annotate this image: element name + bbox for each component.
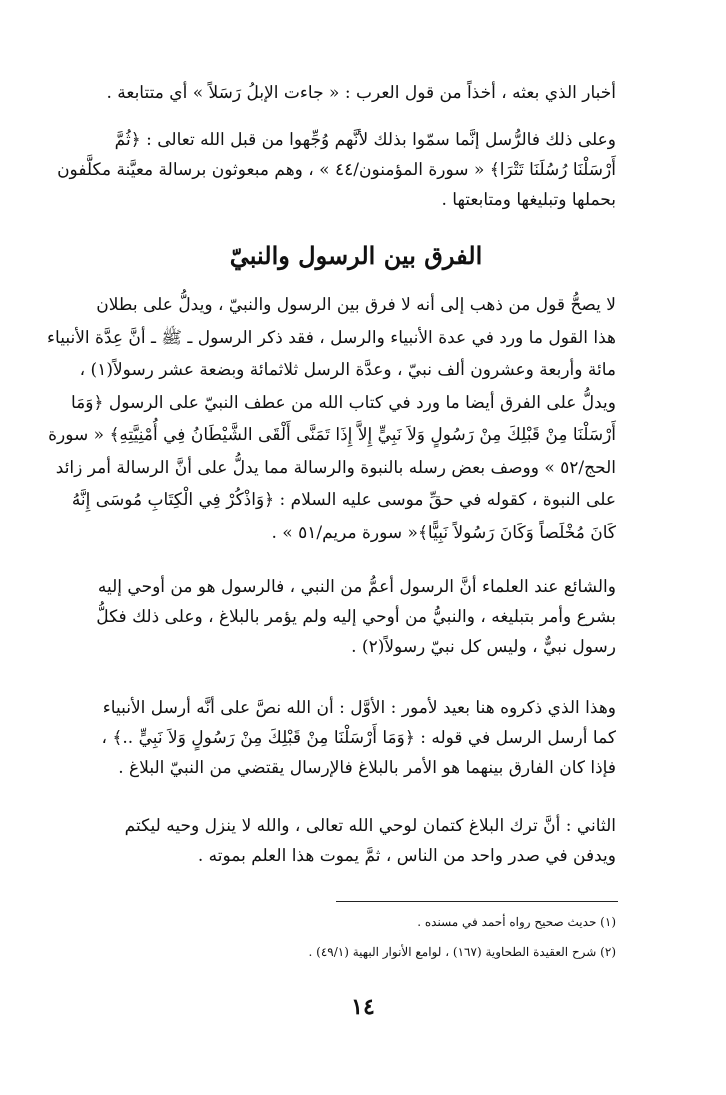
text-line: فإذا كان الفارق بينهما هو الأمر بالبلاغ فالإرسال يقتضي من النبيّ البلاغ .: [118, 758, 616, 778]
paragraph-6: [96, 811, 616, 871]
section-heading: الفرق بين الرسول والنبيّ: [229, 241, 483, 270]
text-line: الثاني : أنَّ ترك البلاغ كتمان لوحي الله تعالى ، والله لا ينزل وحيه ليكتم: [124, 816, 616, 836]
footnote-divider: [336, 901, 618, 902]
paragraph-1: [96, 78, 616, 108]
text-line: كَانَ مُخْلَصاً وَكَانَ رَسُولاً نَبِيًّا﴾« سورة مريم/٥١ » .: [271, 522, 616, 543]
text-line: وعلى ذلك فالرُّسل إنَّما سمّوا بذلك لأنَّهم وُجِّهوا من قبل الله تعالى : ﴿ثُمَّ: [114, 130, 616, 150]
text-line: الحج/٥٢ » ووصف بعض رسله بالنبوة والرسالة مما يدلُّ على أنَّ الرسالة أمر زائد: [55, 457, 616, 478]
footnote-1: (١) حديث صحيح رواه أحمد في مسنده .: [417, 915, 616, 929]
text-line: والشائع عند العلماء أنَّ الرسول أعمُّ من النبي ، فالرسول هو من أوحي إليه: [97, 577, 616, 597]
page-number: ١٤: [351, 994, 375, 1020]
paragraph-3: [47, 289, 616, 549]
text-line: على النبوة ، كقوله في حقِّ موسى عليه السلام : ﴿وَاذْكُرْ فِي الْكِتَابِ مُوسَى إِنَّهُ: [71, 490, 616, 510]
text-line: رسول نبيٌّ ، وليس كل نبيّ رسولاً(٢) .: [351, 637, 616, 657]
paragraph-4: [96, 572, 616, 662]
footnote-2: (٢) شرح العقيدة الطحاوية (١٦٧) ، لوامع الأنوار البهية (٤٩/١) .: [308, 945, 616, 959]
text-line: لا يصحُّ قول من ذهب إلى أنه لا فرق بين الرسول والنبيّ ، ويدلُّ على بطلان: [96, 295, 616, 315]
text-line: مائة وأربعة وعشرون ألف نبيّ ، وعدَّة الرسل ثلاثمائة وبضعة عشر رسولاً(١) ،: [79, 360, 616, 380]
text-line: أخبار الذي بعثه ، أخذاً من قول العرب : « جاءت الإبلُ رَسَلاً » أي متتابعة .: [106, 83, 616, 103]
paragraph-5: [96, 693, 616, 783]
text-line: بشرع وأمر بتبليغه ، والنبيُّ من أوحي إليه ولم يؤمر بالبلاغ ، وعلى ذلك فكلُّ: [96, 607, 616, 627]
text-line: هذا القول ما ورد في عدة الأنبياء والرسل ، فقد ذكر الرسول ـ ﷺ ـ أنَّ عِدَّة الأنبياء: [47, 327, 616, 348]
text-line: ويدفن في صدر واحد من الناس ، ثمَّ يموت هذا العلم بموته .: [197, 846, 616, 866]
text-line: أَرْسَلْنَا رُسُلَنَا تَتْرَا﴾ « سورة المؤمنون/٤٤ » ، وهم مبعوثون برسالة معيَّنة مكلَّفون: [57, 160, 616, 180]
text-line: ويدلُّ على الفرق أيضا ما ورد في كتاب الله من عطف النبيّ على الرسول ﴿وَمَا: [70, 392, 616, 413]
text-line: بحملها وتبليغها ومتابعتها .: [441, 190, 616, 210]
paragraph-2: [57, 125, 616, 215]
text-line: كما أرسل الرسل في قوله : ﴿وَمَا أَرْسَلْنَا مِنْ قَبْلِكَ مِنْ رَسُولٍ وَلاَ نَبِيٍّ ..﴾ ،: [101, 728, 616, 748]
text-line: أَرْسَلْنَا مِنْ قَبْلِكَ مِنْ رَسُولٍ وَلاَ نَبِيٍّ إِلاَّ إِذَا تَمَنَّى أَلْقَى الشَّيْطَانُ فِي أُمْنِيَّتِهِ﴾ « سورة: [48, 425, 616, 445]
text-line: وهذا الذي ذكروه هنا بعيد لأمور : الأوَّل : أن الله نصَّ على أنَّه أرسل الأنبياء: [102, 698, 616, 718]
